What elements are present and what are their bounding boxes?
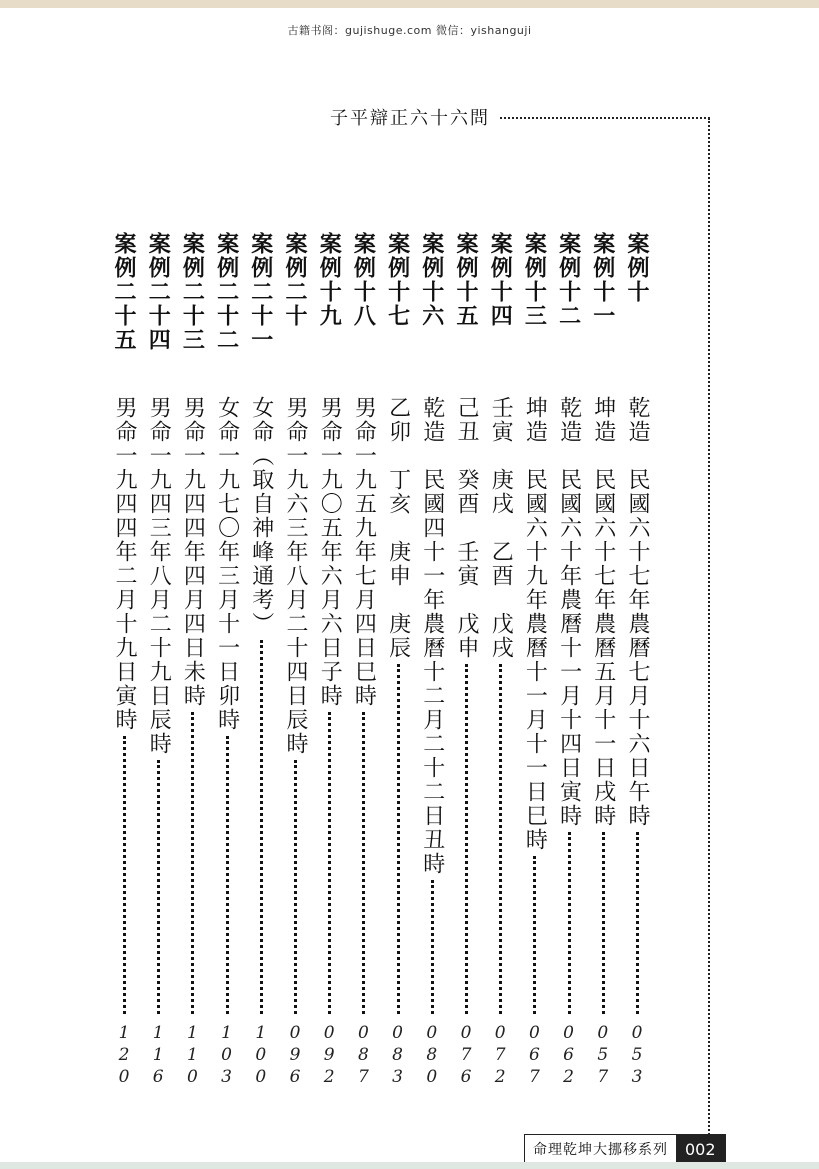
toc-entry[interactable] (175, 232, 209, 1092)
toc-entry[interactable] (312, 232, 346, 1092)
page-digit: 6 (289, 1067, 301, 1087)
dotted-leader (397, 664, 400, 1014)
page-digit: 9 (323, 1045, 335, 1065)
page-digit: 0 (631, 1023, 643, 1043)
page-digit: 0 (255, 1067, 267, 1087)
entry-page-number (247, 1022, 275, 1088)
dotted-leader (602, 832, 605, 1014)
entry-page-number (623, 1022, 651, 1088)
page-digit: 1 (186, 1023, 198, 1043)
page-digit: 1 (118, 1023, 130, 1043)
dotted-leader (362, 712, 365, 1014)
entry-title: 案例十五 (453, 232, 479, 328)
page-digit: 0 (289, 1023, 301, 1043)
toc-entry[interactable] (107, 232, 141, 1092)
page-digit: 1 (152, 1045, 164, 1065)
entry-info: 乾造 民國六十年農曆十一月十四日寅時 (556, 396, 582, 828)
dotted-leader (157, 760, 160, 1014)
entry-page-number (520, 1022, 548, 1088)
entry-info: 男命一九四四年四月四日未時 (180, 396, 206, 708)
entry-page-number (452, 1022, 480, 1088)
entry-page-number (144, 1022, 172, 1088)
entry-info: 男命一九四四年二月十九日寅時 (112, 396, 137, 732)
page-digit: 2 (563, 1067, 574, 1087)
page-digit: 0 (426, 1067, 438, 1087)
page-digit: 3 (631, 1067, 643, 1087)
entry-info: 男命一九四三年八月二十九日辰時 (146, 396, 172, 756)
entry-title: 案例十六 (418, 232, 445, 328)
page-digit: 1 (255, 1023, 267, 1043)
toc-entry[interactable] (278, 232, 312, 1092)
entry-page-number (213, 1022, 241, 1088)
page-digit: 3 (392, 1067, 403, 1087)
page-digit: 0 (392, 1023, 403, 1043)
page-digit: 0 (597, 1023, 609, 1043)
dotted-leader (533, 856, 536, 1014)
page-title: 子平辯正六十六問 (330, 108, 490, 129)
toc-entry[interactable] (586, 232, 620, 1092)
entry-info: 乾造 民國四十一年農曆十二月二十二日丑時 (419, 396, 445, 876)
page-digit: 8 (426, 1045, 438, 1065)
page-digit: 3 (221, 1067, 232, 1087)
toc-entry[interactable] (483, 232, 517, 1092)
page-digit: 2 (494, 1067, 506, 1087)
entry-page-number (178, 1022, 206, 1088)
entry-title: 案例二十五 (111, 232, 137, 352)
entry-info: 女命（取自神峰通考） (248, 396, 274, 636)
entry-title: 案例二十二 (213, 232, 240, 352)
page-digit: 8 (357, 1045, 369, 1065)
entry-page-number (315, 1022, 343, 1088)
toc-entry[interactable] (210, 232, 244, 1092)
entry-title: 案例十九 (316, 232, 343, 328)
toc-entry[interactable] (381, 232, 415, 1092)
entry-info: 乙卯 丁亥 庚申 庚辰 (385, 396, 411, 660)
entry-page-number (486, 1022, 514, 1088)
page-digit: 0 (426, 1023, 438, 1043)
entry-info: 男命一九五九年七月四日巳時 (351, 396, 377, 708)
page-digit: 1 (152, 1023, 164, 1043)
page-digit: 8 (392, 1045, 403, 1065)
page-digit: 0 (357, 1023, 369, 1043)
dotted-leader (499, 664, 502, 1014)
toc-entry[interactable] (415, 232, 449, 1092)
watermark: 古籍书阁：gujishuge.com 微信：yishanguji (287, 24, 532, 37)
dotted-leader (191, 712, 194, 1014)
entry-page-number (418, 1022, 446, 1088)
entry-page-number (555, 1022, 583, 1088)
entry-title: 案例十二 (555, 232, 582, 328)
entry-info: 坤造 民國六十七年農曆五月十一日戌時 (590, 396, 616, 828)
dotted-leader (431, 880, 434, 1014)
entry-page-number (384, 1022, 412, 1088)
page-digit: 0 (255, 1045, 267, 1065)
entry-page-number (110, 1022, 138, 1088)
toc-entry[interactable] (517, 232, 551, 1092)
entry-info: 己丑 癸酉 壬寅 戊申 (454, 396, 479, 660)
top-rule (0, 0, 819, 8)
page-digit: 2 (323, 1067, 335, 1087)
entry-info: 男命一九〇五年六月六日子時 (317, 396, 343, 708)
toc-entry[interactable] (346, 232, 380, 1092)
entry-page-number (349, 1022, 377, 1088)
page-digit: 0 (563, 1023, 574, 1043)
entry-title: 案例十 (624, 232, 650, 304)
page-number: 002 (676, 1135, 725, 1165)
page-digit: 1 (186, 1045, 198, 1065)
toc-entry[interactable] (620, 232, 654, 1092)
page-digit: 0 (118, 1067, 130, 1087)
entry-title: 案例二十 (282, 232, 308, 328)
bottom-rule (0, 1162, 819, 1169)
entry-info: 坤造 民國六十九年農曆十一月十一日巳時 (522, 396, 548, 852)
entry-info: 男命一九六三年八月二十四日辰時 (283, 396, 308, 756)
page-digit: 1 (221, 1023, 232, 1043)
entry-title: 案例二十四 (145, 232, 172, 352)
page-digit: 0 (460, 1023, 472, 1043)
dotted-leader (294, 760, 297, 1014)
page-digit: 5 (631, 1045, 643, 1065)
page-digit: 0 (323, 1023, 335, 1043)
header-dotted-rule (500, 117, 710, 119)
entry-title: 案例十八 (350, 232, 377, 328)
toc-entry[interactable] (552, 232, 586, 1092)
entry-info: 壬寅 庚戌 乙酉 戊戌 (488, 396, 514, 660)
page-digit: 6 (563, 1045, 574, 1065)
dotted-leader (636, 832, 639, 1014)
dotted-leader (226, 736, 229, 1014)
page-digit: 7 (460, 1045, 472, 1065)
entry-info: 女命一九七〇年三月十一日卯時 (214, 396, 240, 732)
page-digit: 7 (494, 1045, 506, 1065)
entry-page-number (589, 1022, 617, 1088)
series-title: 命理乾坤大挪移系列 (525, 1135, 676, 1165)
entry-title: 案例十四 (487, 232, 514, 328)
entry-title: 案例二十一 (247, 232, 274, 352)
entry-info: 乾造 民國六十七年農曆七月十六日午時 (625, 396, 650, 828)
dotted-leader (465, 664, 468, 1014)
page-digit: 0 (494, 1023, 506, 1043)
toc-entry[interactable] (244, 232, 278, 1092)
page-digit: 5 (597, 1045, 609, 1065)
toc-entry[interactable] (449, 232, 483, 1092)
entry-page-number (281, 1022, 309, 1088)
page-digit: 2 (118, 1045, 130, 1065)
entry-title: 案例二十三 (179, 232, 206, 352)
entry-title: 案例十三 (521, 232, 548, 328)
dotted-leader (123, 736, 126, 1014)
page-digit: 7 (357, 1067, 369, 1087)
dotted-leader (260, 640, 263, 1014)
page-digit: 0 (221, 1045, 232, 1065)
page-digit: 6 (152, 1067, 164, 1087)
dotted-leader (568, 832, 571, 1014)
page-digit: 6 (528, 1045, 540, 1065)
toc-entry[interactable] (141, 232, 175, 1092)
page-digit: 6 (460, 1067, 472, 1087)
page-digit: 7 (528, 1067, 540, 1087)
page-digit: 7 (597, 1067, 609, 1087)
page-digit: 9 (289, 1045, 301, 1065)
entry-title: 案例十七 (384, 232, 411, 328)
dotted-leader (328, 712, 331, 1014)
page-digit: 0 (528, 1023, 540, 1043)
page-digit: 0 (186, 1067, 198, 1087)
side-dotted-rule (708, 118, 710, 1163)
entry-title: 案例十一 (589, 232, 616, 328)
